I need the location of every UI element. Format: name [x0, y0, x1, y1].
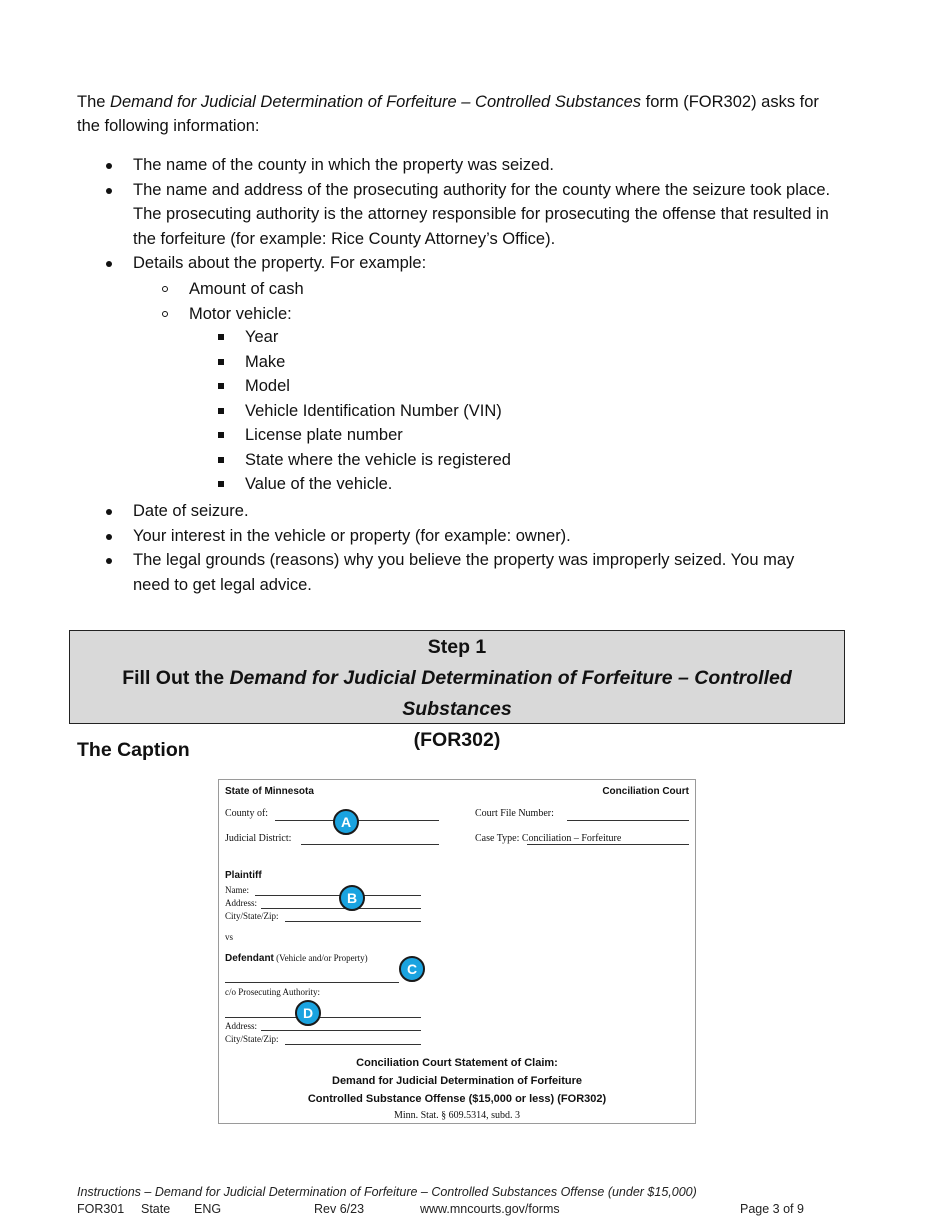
intro-form-title: Demand for Judicial Determination of Forfeiture – Controlled Substances	[110, 93, 642, 111]
footer-title: Instructions – Demand for Judicial Determination of Forfeiture – Controlled Substances Offense (under $15,000)	[77, 1185, 697, 1199]
case-type-label: Case Type:	[475, 833, 520, 844]
authority-address-line	[261, 1030, 421, 1031]
property-sub-list	[189, 277, 789, 326]
list-item: Amount of cash	[189, 277, 789, 302]
marker-b-icon: B	[339, 885, 365, 911]
step-title	[70, 663, 844, 725]
step-title-lead: Fill Out the	[122, 667, 230, 689]
caption-defendant	[225, 953, 368, 964]
plaintiff-csz-line	[285, 921, 421, 922]
caption-file-number-label: Court File Number:	[475, 808, 554, 819]
case-type-value: Conciliation – Forfeiture	[519, 833, 622, 844]
caption-court: Conciliation Court	[602, 786, 689, 797]
plaintiff-address-line	[261, 908, 421, 909]
list-item: State where the vehicle is registered	[245, 448, 805, 473]
caption-plaintiff-heading: Plaintiff	[225, 870, 262, 881]
step-title-form: Demand for Judicial Determination of Forfeiture – Controlled Substances	[229, 667, 792, 720]
district-line	[301, 844, 439, 845]
case-type-line	[527, 844, 689, 845]
footer-url[interactable]: www.mncourts.gov/forms	[420, 1202, 560, 1216]
list-item: Value of the vehicle.	[245, 472, 805, 497]
step-form-code: (FOR302)	[413, 729, 501, 751]
list-item: Year	[245, 325, 805, 350]
caption-example-image	[218, 779, 696, 1124]
vehicle-detail-list	[245, 325, 805, 497]
list-item: Your interest in the vehicle or property (for example: owner).	[133, 524, 833, 549]
caption-title-line-1: Conciliation Court Statement of Claim:	[356, 1057, 558, 1069]
list-item: Details about the property. For example:	[133, 251, 833, 276]
list-item: The name of the county in which the property was seized.	[133, 153, 833, 178]
list-item: Make	[245, 350, 805, 375]
defendant-note: (Vehicle and/or Property)	[273, 953, 368, 963]
intro-tail: form (FOR302) asks for the following information:	[77, 93, 819, 135]
info-bullet-list-continued	[133, 499, 833, 597]
prosecuting-authority-line	[225, 1017, 421, 1018]
caption-county-label: County of:	[225, 808, 269, 819]
footer-page-number: Page 3 of 9	[740, 1202, 804, 1216]
plaintiff-csz-label: City/State/Zip:	[225, 911, 279, 921]
defendant-line	[225, 982, 399, 983]
list-item: License plate number	[245, 423, 805, 448]
intro-paragraph	[77, 90, 837, 138]
authority-address-label: Address:	[225, 1021, 257, 1031]
footer-language: ENG	[194, 1202, 222, 1216]
caption-state: State of Minnesota	[225, 786, 314, 797]
marker-a-icon: A	[333, 809, 359, 835]
caption-statute: Minn. Stat. § 609.5314, subd. 3	[393, 1110, 521, 1121]
defendant-heading: Defendant	[225, 953, 274, 964]
list-item: Model	[245, 374, 805, 399]
list-item: The name and address of the prosecuting authority for the county where the seizure took place. The prosecuting authority is the attorney responsible for prosecuting the offense that resulted in the forfeiture (for example: Rice County Attorney’s Office).	[133, 178, 833, 252]
list-item: Motor vehicle:	[189, 302, 789, 327]
file-number-line	[567, 820, 689, 821]
plaintiff-address-label: Address:	[225, 898, 257, 908]
caption-case-type	[475, 833, 621, 844]
authority-csz-line	[285, 1044, 421, 1045]
authority-csz-label: City/State/Zip:	[225, 1034, 279, 1044]
marker-d-icon: D	[295, 1000, 321, 1026]
footer-form-code: FOR301	[77, 1202, 125, 1216]
caption-district-label: Judicial District:	[225, 833, 292, 844]
list-item: Date of seizure.	[133, 499, 833, 524]
step-number: Step 1	[427, 636, 487, 658]
caption-title-line-2: Demand for Judicial Determination of Forfeiture	[332, 1075, 582, 1087]
caption-heading: The Caption	[77, 739, 190, 761]
list-item: Vehicle Identification Number (VIN)	[245, 399, 805, 424]
plaintiff-name-label: Name:	[225, 885, 249, 895]
marker-c-icon: C	[399, 956, 425, 982]
plaintiff-name-line	[255, 895, 421, 896]
prosecuting-authority-label: c/o Prosecuting Authority:	[225, 987, 320, 997]
caption-title-line-3: Controlled Substance Offense ($15,000 or less) (FOR302)	[307, 1093, 607, 1105]
intro-lead: The	[77, 93, 111, 111]
footer-state: State	[141, 1202, 171, 1216]
caption-vs: vs	[225, 932, 234, 942]
info-bullet-list	[133, 153, 833, 276]
footer-revision: Rev 6/23	[314, 1202, 365, 1216]
list-item: The legal grounds (reasons) why you believe the property was improperly seized. You may need to get legal advice.	[133, 548, 833, 597]
